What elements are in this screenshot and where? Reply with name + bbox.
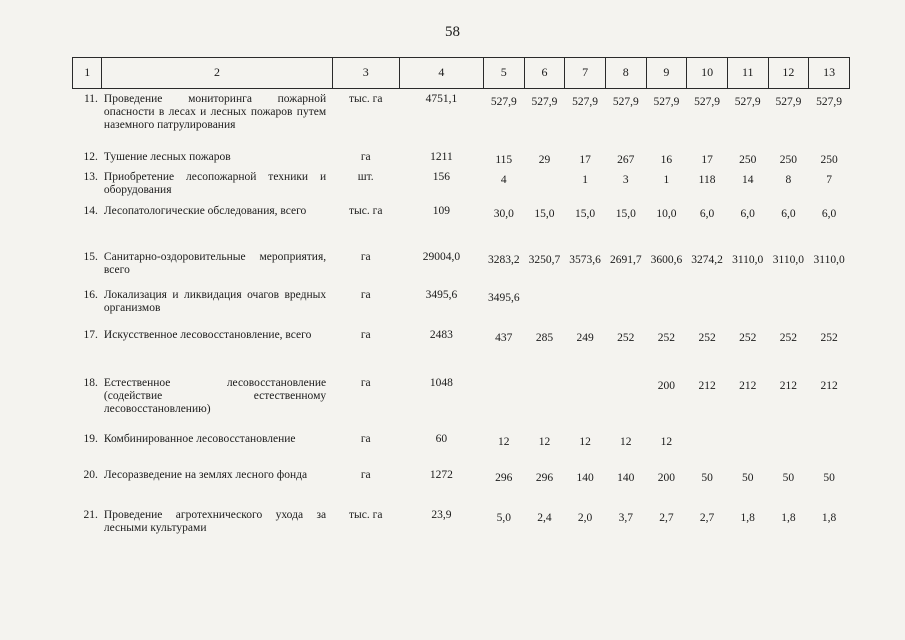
- year-value-7: [565, 373, 606, 429]
- year-value-13: 250: [820, 153, 838, 166]
- measure-name: Санитарно-оздоровительные мероприятия, всего: [103, 250, 327, 276]
- year-value-6: 15,0: [534, 207, 555, 220]
- table-row: [73, 147, 850, 167]
- year-value-5: 437: [495, 331, 513, 344]
- table-row: [73, 89, 850, 147]
- year-value-11: [727, 285, 768, 325]
- year-value-12: 212: [779, 379, 797, 392]
- row-number: 14.: [83, 204, 98, 217]
- year-value-10: 50: [701, 471, 713, 484]
- table-row: [73, 373, 850, 429]
- unit: га: [360, 150, 371, 163]
- year-value-6: 3250,7: [528, 253, 561, 266]
- year-value-13: 1,8: [821, 511, 837, 524]
- year-value-12: [768, 429, 809, 465]
- table-row: [73, 201, 850, 247]
- year-value-11: [727, 429, 768, 465]
- header-row: [73, 58, 850, 89]
- unit: га: [360, 468, 371, 481]
- measure-name: Тушение лесных пожаров: [103, 150, 231, 163]
- year-value-12: 527,9: [775, 96, 802, 108]
- year-value-8: 527,9: [612, 96, 639, 108]
- table-row: [73, 167, 850, 201]
- unit: тыс. га: [349, 93, 383, 105]
- year-value-5: 527,9: [490, 96, 517, 108]
- year-value-5: 4: [500, 173, 507, 186]
- year-value-7: 249: [576, 331, 594, 344]
- unit: га: [360, 250, 371, 263]
- year-value-8: 252: [617, 331, 635, 344]
- year-value-8: [605, 285, 646, 325]
- year-value-7: 12: [579, 435, 591, 448]
- year-value-9: 2,7: [659, 511, 674, 524]
- column-header-3: 3: [332, 58, 399, 89]
- year-value-10: 17: [701, 153, 713, 166]
- total-value: 2483: [429, 328, 453, 341]
- year-value-7: 3573,6: [569, 253, 601, 266]
- year-value-7: 1: [582, 173, 588, 186]
- year-value-8: 12: [620, 435, 632, 448]
- measure-name: Проведение мониторинга пожарной опасности в лесах и лесных пожаров путем наземного патрулирования: [103, 93, 327, 132]
- year-value-9: 200: [657, 471, 676, 484]
- total-value: 29004,0: [422, 250, 461, 263]
- year-value-6: [524, 285, 565, 325]
- year-value-5: 296: [495, 471, 513, 484]
- total-value: 156: [432, 170, 451, 183]
- unit: га: [360, 432, 371, 445]
- year-value-9: 16: [660, 153, 673, 166]
- total-value: 1211: [430, 150, 453, 163]
- year-value-7: 15,0: [575, 207, 596, 220]
- year-value-11: 252: [739, 331, 757, 344]
- year-value-13: 527,9: [816, 96, 843, 108]
- measure-name: Лесопатологические обследования, всего: [103, 204, 307, 217]
- year-value-13: [809, 285, 850, 325]
- year-value-11: 50: [741, 471, 754, 484]
- year-value-6: 296: [535, 471, 554, 484]
- year-value-12: 1,8: [781, 511, 796, 524]
- year-value-5: 12: [498, 435, 510, 448]
- year-value-8: 3: [622, 173, 629, 186]
- column-header-4: 4: [399, 58, 483, 89]
- year-value-6: 285: [535, 331, 554, 344]
- total-value: 4751,1: [425, 93, 458, 105]
- table-row: [73, 325, 850, 373]
- column-header-12: 12: [768, 58, 809, 89]
- year-value-12: 250: [779, 153, 797, 166]
- year-value-7: 2,0: [577, 511, 593, 524]
- table-row: [73, 285, 850, 325]
- year-value-12: 252: [779, 331, 797, 344]
- year-value-10: [687, 429, 728, 465]
- year-value-13: 212: [820, 379, 838, 392]
- year-value-8: 15,0: [615, 207, 636, 220]
- column-header-9: 9: [646, 58, 687, 89]
- row-number: 19.: [83, 432, 98, 445]
- total-value: 3495,6: [425, 288, 458, 301]
- total-value: 1272: [429, 468, 453, 481]
- year-value-6: 2,4: [537, 511, 552, 524]
- year-value-6: 12: [538, 435, 551, 448]
- row-number: 20.: [83, 468, 98, 481]
- year-value-9: 12: [660, 435, 673, 448]
- year-value-7: [565, 285, 606, 325]
- measure-name: Лесоразведение на землях лесного фонда: [103, 468, 308, 481]
- column-header-7: 7: [565, 58, 606, 89]
- total-value: 60: [435, 432, 448, 445]
- year-value-10: 3274,2: [691, 253, 723, 266]
- year-value-11: 3110,0: [732, 253, 764, 266]
- year-value-7: 527,9: [572, 96, 599, 108]
- measure-name: Приобретение лесопожарной техники и оборудования: [103, 170, 327, 196]
- year-value-9: 252: [657, 331, 676, 344]
- column-header-1: 1: [73, 58, 102, 89]
- year-value-7: 17: [579, 153, 591, 166]
- year-value-6: [524, 167, 565, 201]
- table-header: [73, 58, 850, 89]
- year-value-6: 29: [538, 153, 551, 166]
- year-value-13: 6,0: [821, 207, 837, 220]
- year-value-11: 6,0: [740, 207, 755, 220]
- year-value-13: 252: [820, 331, 838, 344]
- year-value-5: 5,0: [496, 511, 511, 524]
- column-header-11: 11: [727, 58, 768, 89]
- total-value: 23,9: [431, 508, 452, 521]
- year-value-6: [524, 373, 565, 429]
- year-value-8: [605, 373, 646, 429]
- year-value-12: 50: [782, 471, 795, 484]
- row-number: 13.: [83, 170, 98, 183]
- year-value-11: 250: [739, 153, 757, 166]
- column-header-8: 8: [605, 58, 646, 89]
- year-value-8: 3,7: [618, 511, 633, 524]
- year-value-11: 14: [741, 173, 754, 186]
- measure-name: Естественное лесовосстановление (содействие естественному лесовосстановлению): [103, 376, 327, 416]
- row-number: 17.: [83, 328, 98, 341]
- measure-name: Проведение агротехнического ухода за лесными культурами: [103, 508, 327, 534]
- measure-name: Комбинированное лесовосстановление: [103, 432, 296, 445]
- unit: тыс. га: [349, 204, 383, 217]
- row-number: 16.: [83, 288, 98, 301]
- year-value-10: 6,0: [699, 207, 715, 220]
- total-value: 109: [432, 204, 451, 217]
- year-value-13: 3110,0: [813, 253, 845, 266]
- year-value-12: [768, 285, 809, 325]
- row-number: 11.: [83, 93, 98, 105]
- year-value-8: 2691,7: [609, 253, 642, 266]
- year-value-8: 267: [617, 153, 635, 166]
- column-header-10: 10: [687, 58, 728, 89]
- year-value-11: 527,9: [734, 96, 761, 108]
- row-number: 15.: [83, 250, 98, 263]
- year-value-13: [809, 429, 850, 465]
- unit: га: [360, 288, 371, 301]
- year-value-5: 3283,2: [487, 253, 520, 266]
- year-value-6: 527,9: [531, 96, 558, 108]
- year-value-10: [687, 285, 728, 325]
- year-value-12: 3110,0: [772, 253, 804, 266]
- table-body: [73, 89, 850, 545]
- table-row: [73, 429, 850, 465]
- unit: га: [360, 328, 371, 341]
- row-number: 12.: [83, 150, 98, 163]
- year-value-12: 8: [785, 173, 792, 186]
- year-value-10: 252: [698, 331, 716, 344]
- page-number: 58: [445, 24, 460, 40]
- unit: шт.: [357, 170, 374, 183]
- year-value-5: [483, 373, 524, 429]
- column-header-5: 5: [483, 58, 524, 89]
- row-number: 18.: [83, 376, 98, 389]
- year-value-9: 200: [657, 379, 676, 392]
- year-value-9: 3600,6: [650, 253, 683, 266]
- year-value-10: 118: [698, 173, 716, 186]
- forestry-measures-table: [72, 57, 850, 545]
- year-value-13: 50: [823, 471, 835, 484]
- measure-name: Локализация и ликвидация очагов вредных организмов: [103, 288, 327, 314]
- row-number: 21.: [83, 508, 98, 521]
- column-header-2: 2: [102, 58, 332, 89]
- table-row: [73, 465, 850, 505]
- total-value: 1048: [429, 376, 453, 389]
- year-value-5: 3495,6: [487, 291, 520, 304]
- year-value-9: [646, 285, 687, 325]
- year-value-9: 10,0: [656, 207, 677, 220]
- unit: га: [360, 376, 371, 389]
- year-value-13: 7: [826, 173, 832, 186]
- year-value-11: 1,8: [740, 511, 755, 524]
- year-value-7: 140: [576, 471, 594, 484]
- year-value-5: 115: [495, 153, 513, 166]
- year-value-11: 212: [739, 379, 757, 392]
- column-header-13: 13: [809, 58, 850, 89]
- unit: тыс. га: [349, 508, 383, 521]
- year-value-10: 2,7: [699, 511, 715, 524]
- year-value-9: 527,9: [653, 96, 680, 108]
- table-row: [73, 505, 850, 545]
- year-value-9: 1: [663, 173, 670, 186]
- measure-name: Искусственное лесовосстановление, всего: [103, 328, 312, 341]
- year-value-10: 527,9: [694, 96, 720, 108]
- year-value-10: 212: [698, 379, 716, 392]
- table-row: [73, 247, 850, 285]
- year-value-8: 140: [617, 471, 635, 484]
- column-header-6: 6: [524, 58, 565, 89]
- year-value-5: 30,0: [493, 207, 514, 220]
- year-value-12: 6,0: [781, 207, 796, 220]
